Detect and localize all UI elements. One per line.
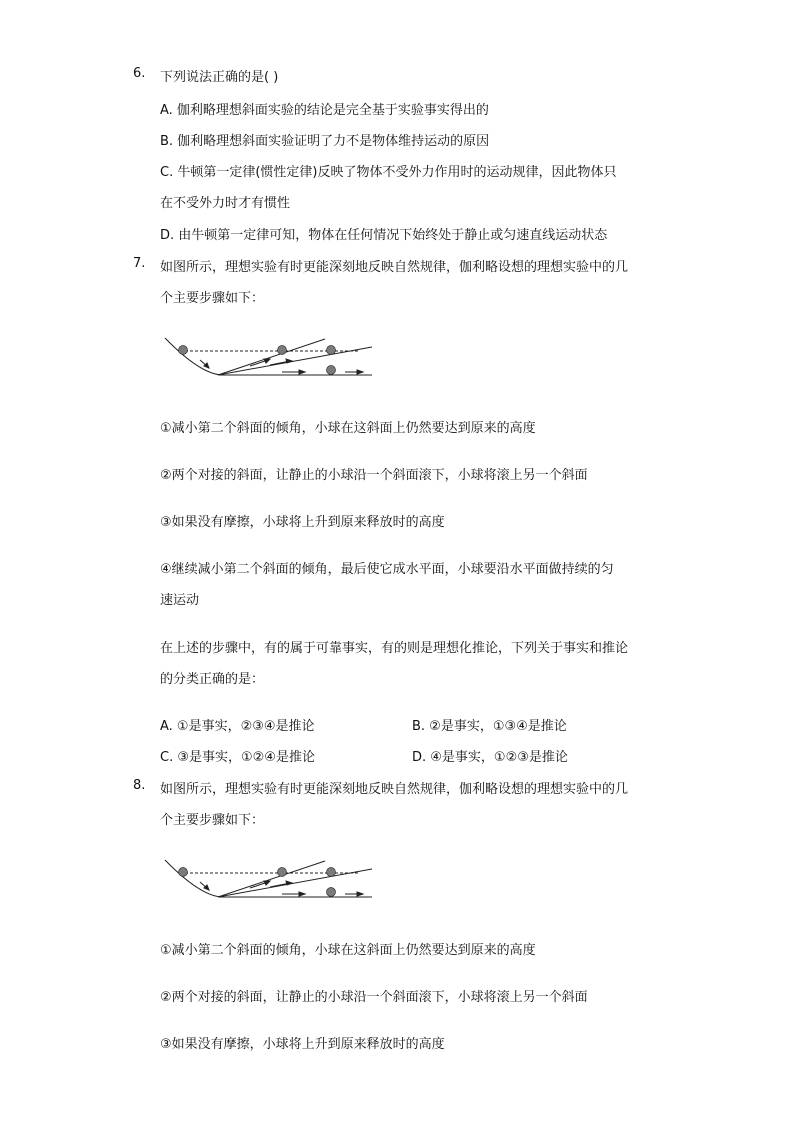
step-1: ①减小第二个斜面的倾角，小球在这斜面上仍然要达到原来的高度 — [160, 421, 536, 436]
option-d: D. 由牛顿第一定律可知，物体在任何情况下始终处于静止或匀速直线运动状态 — [160, 228, 608, 243]
question-number: 6. — [133, 66, 146, 81]
ball-shallow — [327, 868, 336, 877]
option-b: B. ②是事实，①③④是推论 — [412, 719, 567, 734]
step-2: ②两个对接的斜面，让静止的小球沿一个斜面滚下，小球将滚上另一个斜面 — [160, 990, 588, 1005]
question-stem: 如图所示，理想实验有时更能深刻地反映自然规律，伽利略设想的理想实验中的几 — [160, 782, 629, 797]
ball-steep — [278, 346, 287, 355]
question-stem: 下列说法正确的是( ) — [160, 70, 279, 85]
ball-steep — [278, 868, 287, 877]
step-3: ③如果没有摩擦，小球将上升到原来释放时的高度 — [160, 515, 445, 530]
step-4-continued: 速运动 — [160, 593, 200, 608]
first-incline — [165, 338, 222, 375]
step-1: ①减小第二个斜面的倾角，小球在这斜面上仍然要达到原来的高度 — [160, 943, 536, 958]
inclined-plane-diagram — [160, 330, 380, 382]
ball-start — [179, 346, 188, 355]
step-3: ③如果没有摩擦，小球将上升到原来释放时的高度 — [160, 1037, 445, 1052]
steep-incline — [218, 339, 325, 375]
question-stem-continued: 个主要步骤如下： — [160, 813, 265, 828]
ball-start — [179, 868, 188, 877]
step-4: ④继续减小第二个斜面的倾角，最后使它成水平面，小球要沿水平面做持续的匀 — [160, 562, 614, 577]
option-c: C. 牛顿第一定律(惯性定律)反映了物体不受外力作用时的运动规律，因此物体只 — [160, 165, 617, 180]
steep-incline — [218, 861, 325, 897]
option-c-continued: 在不受外力时才有惯性 — [160, 196, 291, 211]
option-a: A. ①是事实，②③④是推论 — [160, 719, 315, 734]
ball-horizontal — [327, 888, 336, 897]
ball-shallow — [327, 346, 336, 355]
option-c: C. ③是事实，①②④是推论 — [160, 750, 315, 765]
first-incline — [165, 860, 222, 897]
option-a: A. 伽利略理想斜面实验的结论是完全基于实验事实得出的 — [160, 103, 489, 118]
question-number: 8. — [133, 778, 146, 793]
option-d: D. ④是事实，①②③是推论 — [412, 750, 568, 765]
step-2: ②两个对接的斜面，让静止的小球沿一个斜面滚下，小球将滚上另一个斜面 — [160, 468, 588, 483]
option-b: B. 伽利略理想斜面实验证明了力不是物体维持运动的原因 — [160, 134, 490, 149]
question-number: 7. — [133, 256, 146, 271]
ball-horizontal — [327, 366, 336, 375]
question-prompt-continued: 的分类正确的是： — [160, 672, 265, 687]
question-prompt: 在上述的步骤中，有的属于可靠事实，有的则是理想化推论，下列关于事实和推论 — [160, 641, 629, 656]
inclined-plane-diagram — [160, 852, 380, 904]
question-stem: 如图所示，理想实验有时更能深刻地反映自然规律，伽利略设想的理想实验中的几 — [160, 260, 629, 275]
question-stem-continued: 个主要步骤如下： — [160, 291, 265, 306]
